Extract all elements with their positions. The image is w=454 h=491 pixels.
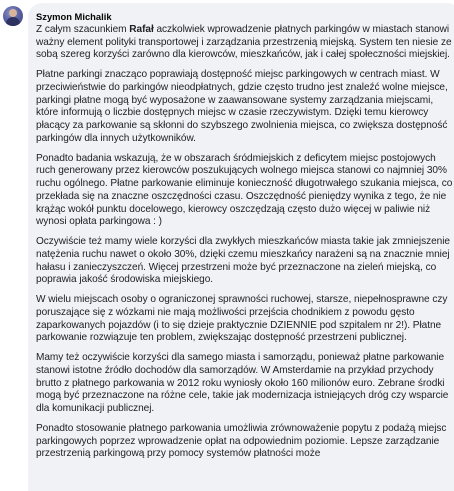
author-avatar[interactable] (3, 6, 23, 26)
comment-bubble (28, 3, 454, 491)
mentioned-user[interactable]: Rafał (129, 24, 154, 35)
avatar-head-shape (9, 9, 17, 17)
comment-paragraph: Ponadto stosowanie płatnego parkowania umożliwia zrównoważenie popytu z podażą miejsc parkingowych poprzez wprowadzenie opłat na odpowiednim poziomie. Lepsze zarządzanie przestrzenią parkingową przy pomocy systemów płatności może (36, 422, 447, 460)
author-name[interactable]: Szymon Michalik (36, 11, 112, 22)
intro-text-before: Z całym szacunkiem (36, 24, 130, 35)
comment-paragraph: Mamy też oczywiście korzyści dla samego miasta i samorządu, ponieważ płatne parkowanie stanowi istotne źródło dochodów dla samorządów. W Amsterdamie na przykład przychody brutto z płatnego parkowania w 2012 roku wyniosły około 160 milionów euro. Zebrane środki mogą być przeznaczone na różne cele, takie jak modernizacja istniejących dróg czy wsparcie dla komunikacji publicznej. (36, 352, 449, 414)
avatar-body-shape (6, 17, 20, 26)
comment-paragraph: Oczywiście też mamy wiele korzyści dla zwykłych mieszkańców miasta takie jak zmniejszenie natężenia ruchu nawet o około 30%, dzięki czemu mieszkańcy narażeni są na znacznie mniej hałasu i zanieczyszczeń. Więcej przestrzeni może być przeznaczone na zieleń miejską, co poprawia jakość środowiska miejskiego. (36, 236, 450, 286)
intro-text-after: aczkolwiek wprowadzenie płatnych parkingów w miastach stanowi ważny element polityki transportowej i zarządzania przestrzenią miejską. System ten niesie ze sobą szereg korzyści zarówno dla kierowców, mieszkańców, jak i całej społeczności miejskiej. (36, 24, 452, 61)
comment-paragraph: Płatne parkingi znacząco poprawiają dostępność miejsc parkingowych w centrach miast. W przeciwieństwie do parkingów nieodpłatnych, gdzie często trudno jest znaleźć wolne miejsce, parkingi płatne mogą być wyposażone w zaawansowane systemy zarządzania miejscami, które informują o liczbie dostępnych miejsc w czasie rzeczywistym. Dzięki temu kierowcy płacący za parkowanie są skłonni do szybszego zwolnienia miejsca, co zwiększa dostępność parkingów dla innych użytkowników. (36, 69, 448, 144)
comment-paragraph: Ponadto badania wskazują, że w obszarach śródmiejskich z deficytem miejsc postojowych ruch generowany przez kierowców poszukujących wolnego miejsca stanowi co najmniej 30% ruchu ogólnego. Płatne parkowanie eliminuje konieczność długotrwałego szukania miejsca, co przekłada się na znaczne oszczędności czasu. Oszczędność pieniędzy wynika z tego, że nie krążąc wokół punktu docelowego, kierowcy oszczędzają często dużo więcej w paliwie niż wynosi opłata parkingowa : ) (36, 152, 453, 228)
comment-paragraph-intro (36, 24, 453, 62)
comment-paragraph: W wielu miejscach osoby o ograniczonej sprawności ruchowej, starsze, niepełnosprawne czy poruszające się z wózkami nie mają możliwości przejścia chodnikiem z powodu gęsto zaparkowanych pojazdów (i to się dzieje praktycznie DZIENNIE pod szpitalem nr 2!). Płatne parkowanie rozwiązuje ten problem, zwiększając dostępność przestrzeni publicznej. (36, 294, 448, 344)
